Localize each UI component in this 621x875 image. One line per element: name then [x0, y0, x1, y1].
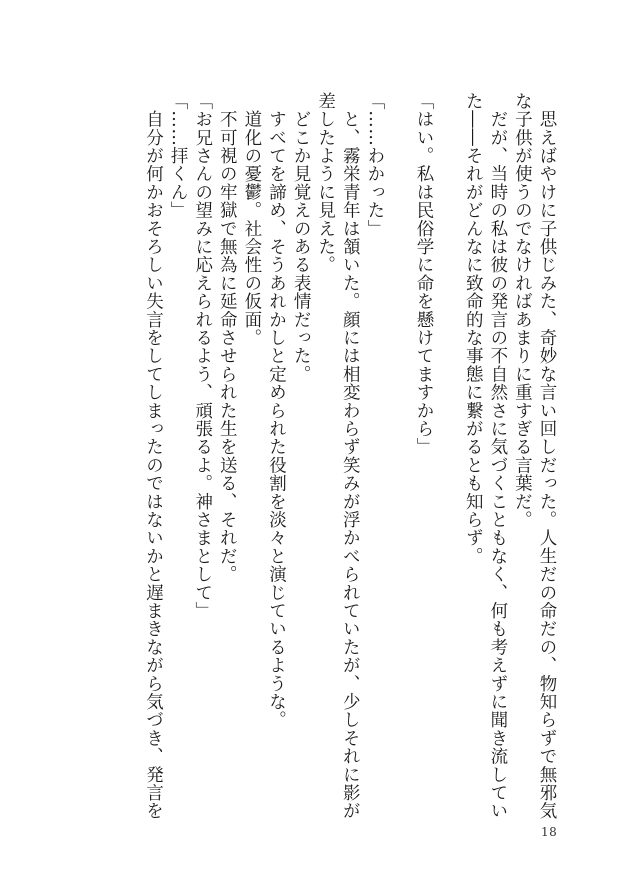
text-line: 自分が何かおそろしい失言をしてしまったのではないかと遅まきながら気づき、発言を: [143, 92, 164, 820]
text-line: 「……拝くん」: [168, 92, 189, 220]
vertical-text-body: [141, 92, 559, 820]
blank-line: [387, 92, 412, 820]
text-line: 差したように見えた。: [315, 92, 336, 274]
text-line: 思えばやけに子供じみた、奇妙な言い回しだった。人生だの命だの、物知らずで無邪気: [537, 92, 557, 820]
text-line: 「はい。私は民俗学に命を懸けてますから」: [414, 92, 435, 456]
text-line: 「……わかった」: [364, 92, 385, 238]
text-line: 道化の憂鬱。社会性の仮面。: [241, 92, 262, 347]
page-number: 18: [541, 825, 558, 839]
text-line: た――それがどんなに致命的な事態に繋がるとも知らず。: [463, 92, 484, 566]
text-line: どこか見覚えのある表情だった。: [291, 92, 312, 384]
text-line: 不可視の牢獄で無為に延命させられた生を送る、それだ。: [217, 92, 238, 584]
text-line: な子供が使うのでなければあまりに重すぎる言葉だ。: [512, 92, 533, 529]
text-line: と、霧栄青年は頷いた。顔には相変わらず笑みが浮かべられていたが、少しそれに影が: [340, 92, 361, 820]
text-line: 「お兄さんの望みに応えられるよう、頑張るよ。神さまとして」: [192, 92, 213, 620]
text-line: だが、当時の私は彼の発言の不自然さに気づくこともなく、何も考えずに聞き流してい: [487, 92, 508, 820]
text-line: すべてを諦め、そうあれかしと定められた役割を淡々と演じているような。: [266, 92, 287, 729]
blank-line: [436, 92, 461, 820]
